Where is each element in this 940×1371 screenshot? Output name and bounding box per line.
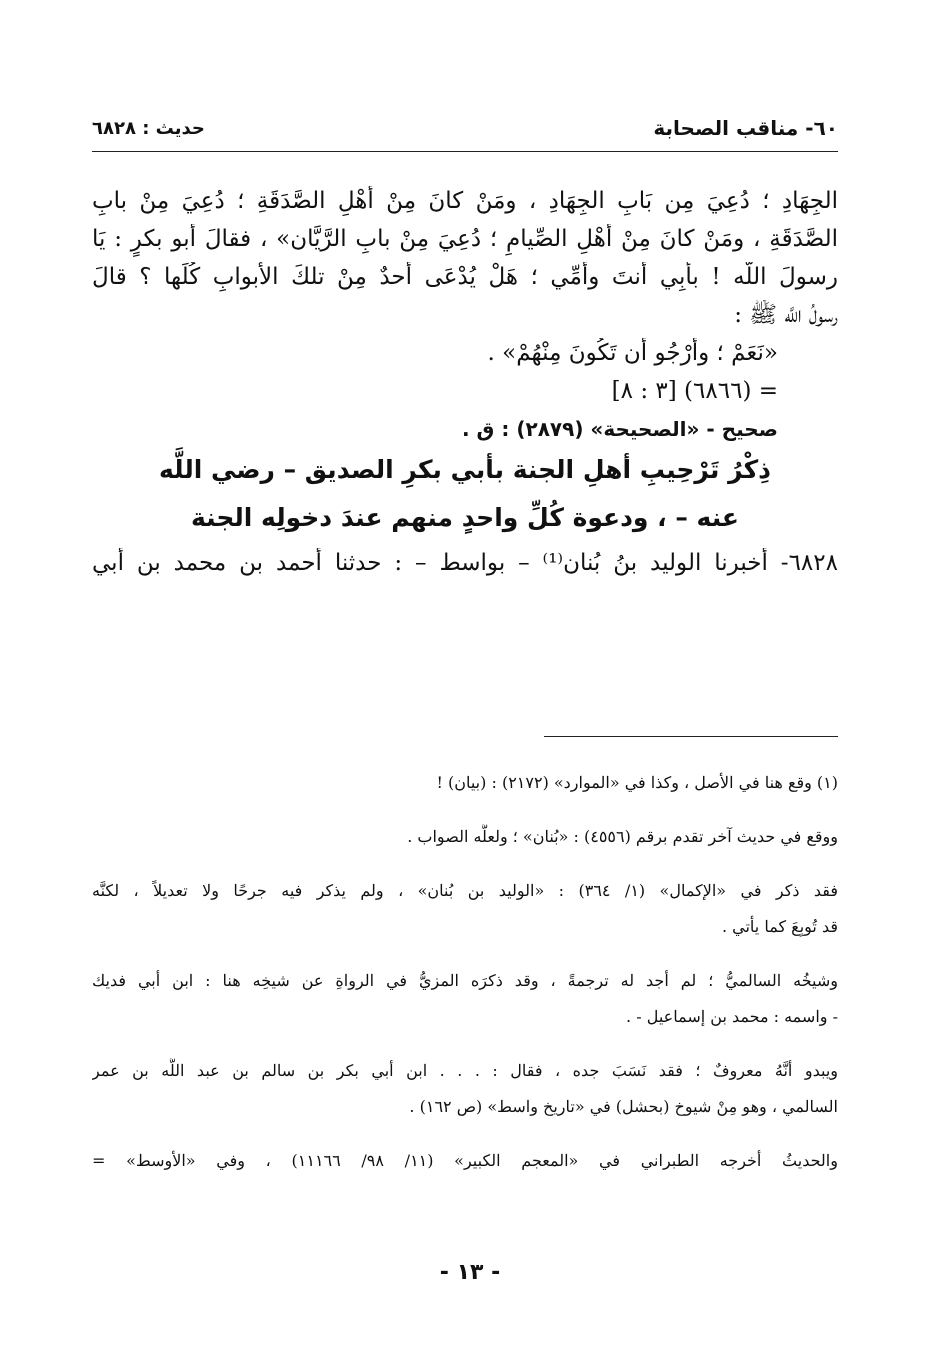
footnote-line: فقد ذكر في «الإكمال» (١/ ٣٦٤) : «الوليد بن بُنان» ، ولم يذكر فيه جرحًا ولا تعديلاً ، لكنَّه	[92, 881, 838, 900]
footnote-line: وشيخُه السالميُّ ؛ لم أجد له ترجمةً ، وقد ذكرَه المزيُّ في الرواةِ عن شيخِه هنا : ابن أبي فديك	[92, 971, 838, 990]
main-text	[92, 186, 838, 586]
footnote-line: السالمي ، وهو مِنْ شيوخ (بحشل) في «تاريخ واسط» (ص ١٦٢) .	[409, 1097, 838, 1116]
footnote-divider	[544, 736, 838, 737]
footnotes	[92, 770, 838, 1184]
footnote-line: (١) وقع هنا في الأصل ، وكذا في «الموارد» (٢١٧٢) : (بيان) !	[436, 773, 838, 792]
page-number: - ١٣ -	[439, 1260, 501, 1285]
hadith-start: ٦٨٢٨- أخبرنا الوليد بنُ بُنان⁽¹⁾ – بواسط – : حدثنا أحمد بن محمد بن أبي	[92, 550, 838, 576]
hadith-reference: حديث : ٦٨٢٨	[92, 117, 205, 139]
prophet-reply: «نَعَمْ ؛ وأَرْجُو أَن تَكُونَ مِنْهُمْ» .	[487, 340, 778, 366]
chapter-title: ٦٠- مناقب الصحابة	[653, 116, 838, 140]
cross-reference: = (٦٨٦٦) [٣ : ٨]	[611, 378, 778, 404]
body-line: رسولُ اللَّه ﷺ :	[734, 302, 838, 328]
header-divider	[92, 151, 838, 152]
footnote-line: قد تُوبِعَ كما يأتي .	[721, 917, 838, 936]
running-header	[92, 112, 838, 144]
section-title-line: عنه – ، ودعوة كُلِّ واحدٍ منهم عندَ دخولِه الجنة	[191, 503, 739, 532]
footnote-line: - واسمه : محمد بن إسماعيل - .	[626, 1007, 838, 1026]
body-line: الصَّدَقَةِ ، ومَنْ كانَ مِنْ أَهْلِ الصِّيامِ ؛ دُعِيَ مِنْ بابِ الرَّيَّان» ، فقالَ أبو بكرٍ : يَا	[92, 226, 838, 252]
body-line: رسولَ اللَّه ! بأبِي أنتَ وأُمِّي ؛ هَلْ يُدْعَى أحدٌ مِنْ تلكَ الأبوابِ كُلِّها ؟ قالَ	[92, 264, 838, 290]
footnote-line: ويبدو أنَّهُ معروفٌ ؛ فقد نَسَبَ جده ، فقال : . . . ابن أبي بكر بن سالم بن عبد اللَّه بن عمر	[92, 1061, 838, 1080]
footnote-line: والحديثُ أخرجه الطبراني في «المعجم الكبير» (١١/ ٩٨/ ١١١٦٦) ، وفي «الأوسط» =	[92, 1151, 838, 1170]
hadith-grade: صحيح - «الصحيحة» (٢٨٧٩) : ق .	[461, 417, 778, 441]
footnote-line: ووقع في حديث آخر تقدم برقم (٤٥٥٦) : «بُنان» ؛ ولعلَّه الصواب .	[407, 827, 838, 846]
body-line: الجِهَادِ ؛ دُعِيَ مِن بَابِ الجِهَادِ ، ومَنْ كانَ مِنْ أَهْلِ الصَّدَقَةِ ؛ دُعِيَ مِنْ بابِ	[92, 188, 838, 214]
section-title-line: ذِكْرُ تَرْحِيبِ أهلِ الجنة بأبي بكرِ الصديق – رضي اللَّه	[159, 455, 771, 484]
